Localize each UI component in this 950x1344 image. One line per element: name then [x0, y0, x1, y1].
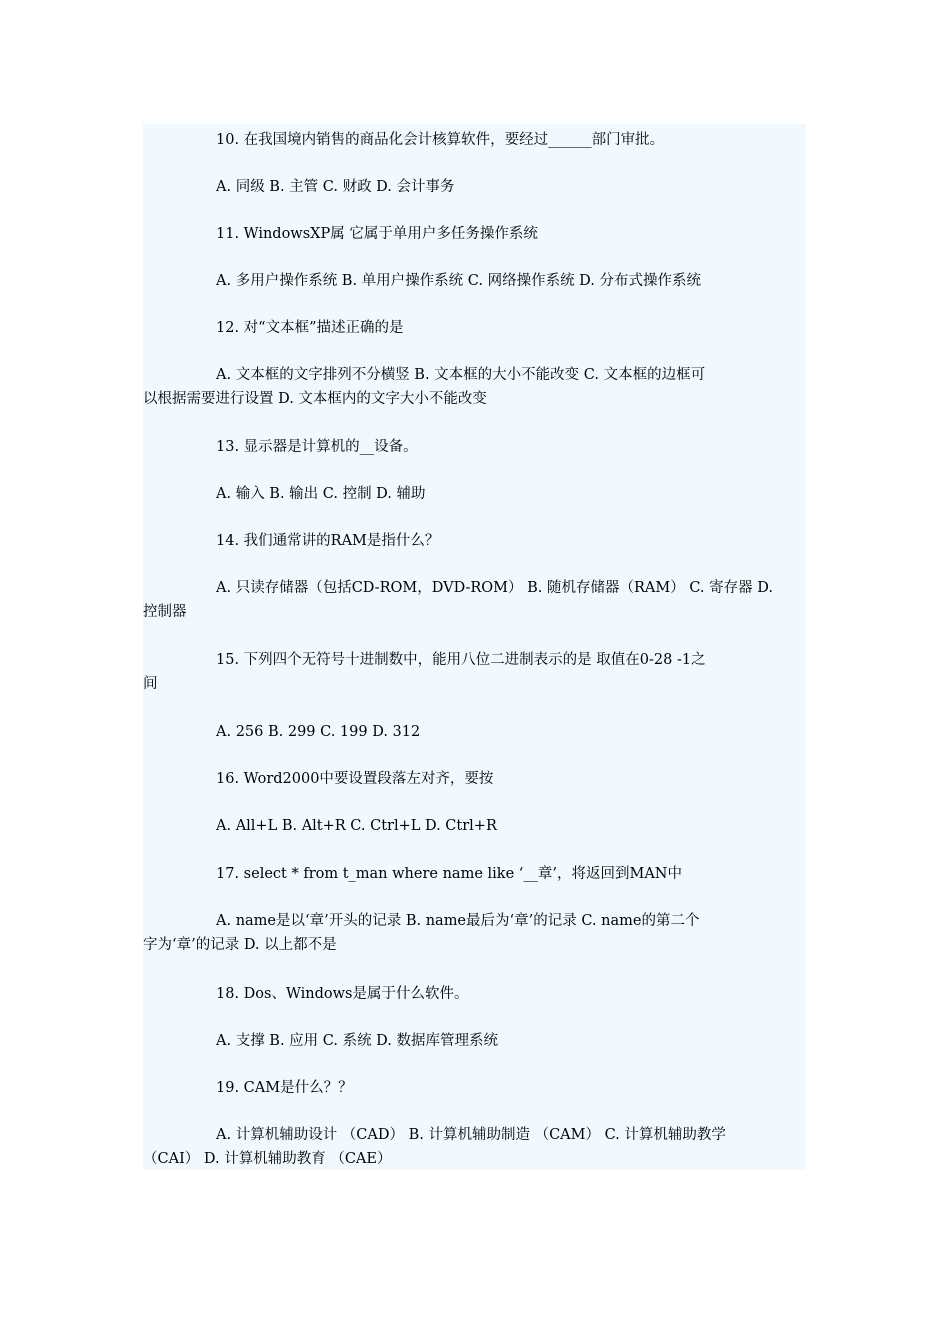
question-list — [143, 124, 806, 1170]
question-13: 13. 显示器是计算机的__设备。 — [216, 439, 418, 455]
question-15 — [143, 648, 806, 696]
options-17 — [143, 909, 806, 957]
question-18: 18. Dos、Windows是属于什么软件。 — [216, 986, 469, 1002]
options-14-line-1: A. 只读存储器（包括CD-ROM，DVD-ROM） B. 随机存储器（RAM） C. 寄存器 D. — [216, 580, 773, 596]
options-12 — [143, 363, 806, 411]
question-15-line-2: 间 — [143, 676, 158, 692]
question-16: 16. Word2000中要设置段落左对齐，要按 — [216, 771, 494, 787]
options-15: A. 256 B. 299 C. 199 D. 312 — [216, 724, 421, 740]
question-10: 10. 在我国境内销售的商品化会计核算软件，要经过______部门审批。 — [216, 132, 665, 148]
options-17-line-2: 字为‘章’的记录 D. 以上都不是 — [143, 937, 337, 953]
question-19: 19. CAM是什么？？ — [216, 1080, 353, 1096]
question-11: 11. WindowsXP属 它属于单用户多任务操作系统 — [216, 226, 538, 242]
options-10: A. 同级 B. 主管 C. 财政 D. 会计事务 — [216, 179, 455, 195]
options-16: A. All+L B. Alt+R C. Ctrl+L D. Ctrl+R — [216, 818, 497, 834]
options-17-line-1: A. name是以‘章’开头的记录 B. name最后为‘章’的记录 C. name的第二个 — [216, 913, 700, 929]
options-19-line-2: （CAI） D. 计算机辅助教育 （CAE） — [143, 1151, 392, 1167]
question-14: 14. 我们通常讲的RAM是指什么？ — [216, 533, 440, 549]
options-18: A. 支撑 B. 应用 C. 系统 D. 数据库管理系统 — [216, 1033, 499, 1049]
options-14 — [143, 576, 806, 624]
options-12-line-1: A. 文本框的文字排列不分横竖 B. 文本框的大小不能改变 C. 文本框的边框可 — [216, 367, 706, 383]
question-15-line-1: 15. 下列四个无符号十进制数中，能用八位二进制表示的是 取值在0-28 -1之 — [216, 652, 706, 668]
options-13: A. 输入 B. 输出 C. 控制 D. 辅助 — [216, 486, 426, 502]
question-12: 12. 对“文本框”描述正确的是 — [216, 320, 404, 336]
options-19-line-1: A. 计算机辅助设计 （CAD） B. 计算机辅助制造 （CAM） C. 计算机辅助教学 — [216, 1127, 726, 1143]
options-14-line-2: 控制器 — [143, 604, 187, 620]
options-11: A. 多用户操作系统 B. 单用户操作系统 C. 网络操作系统 D. 分布式操作系统 — [216, 273, 702, 289]
options-12-line-2: 以根据需要进行设置 D. 文本框内的文字大小不能改变 — [143, 391, 487, 407]
question-17: 17. select * from t_man where name like ‘__章’，将返回到MAN中 — [216, 866, 682, 882]
options-19 — [143, 1123, 806, 1171]
